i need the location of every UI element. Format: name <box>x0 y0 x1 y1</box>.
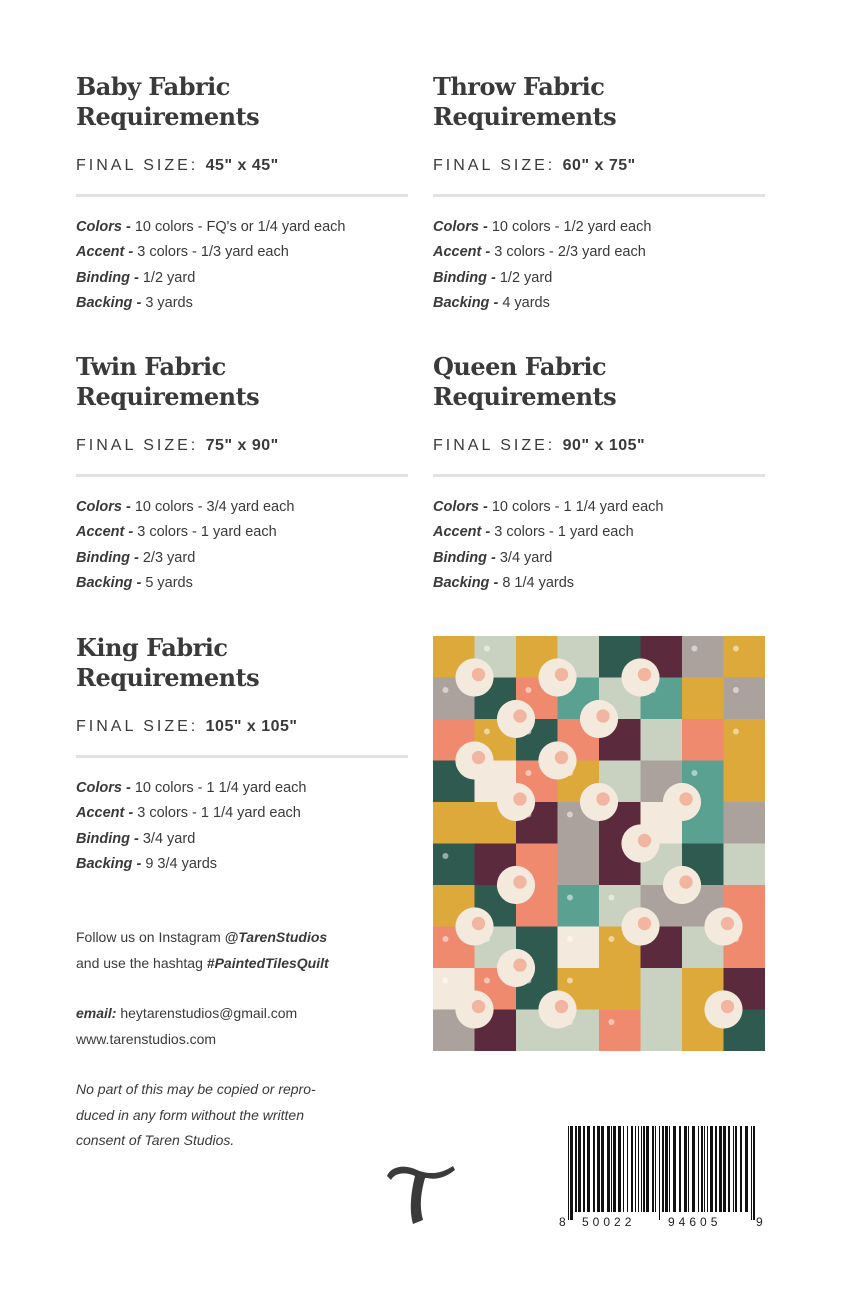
quilt-print-dot <box>442 936 448 942</box>
requirement-dash: - <box>132 855 146 872</box>
requirement-row <box>433 266 765 291</box>
requirement-key: Binding <box>433 549 487 566</box>
quilt-circle-motif <box>555 668 568 681</box>
section-title <box>433 72 765 132</box>
social-block <box>76 925 416 976</box>
quilt-circle-motif <box>513 792 526 805</box>
barcode-bar <box>587 1126 590 1212</box>
barcode-bar <box>751 1126 752 1220</box>
quilt-circle-motif <box>472 668 485 681</box>
requirement-key: Accent <box>433 244 482 261</box>
barcode-bar <box>733 1126 734 1212</box>
quilt-print-dot <box>691 645 697 651</box>
barcode-bar <box>728 1126 730 1212</box>
requirement-value: 2/3 yard <box>142 549 196 566</box>
section-queen <box>433 352 765 596</box>
requirement-key: Colors <box>76 780 122 796</box>
quilt-circle-motif <box>555 1000 568 1013</box>
requirement-key: Accent <box>76 244 125 261</box>
copyright-line: duced in any form without the written <box>76 1106 305 1123</box>
barcode-bar <box>715 1126 717 1212</box>
requirements-list <box>76 215 408 316</box>
barcode-bar <box>593 1126 595 1212</box>
divider <box>76 194 408 197</box>
section-throw <box>433 72 765 316</box>
requirement-dash: - <box>124 805 138 822</box>
taren-studios-logo <box>383 1162 459 1228</box>
final-size <box>76 436 408 456</box>
final-size-label: FINAL SIZE: <box>76 157 199 174</box>
requirements-list <box>433 495 765 596</box>
requirement-row <box>76 215 408 240</box>
barcode-bar <box>701 1126 703 1212</box>
final-size-value: 105" x 105" <box>205 718 298 735</box>
quilt-circle-motif <box>638 668 651 681</box>
requirements-list <box>433 215 765 316</box>
section-title-line2: Requirements <box>433 102 617 131</box>
requirement-dash: - <box>124 244 138 261</box>
requirement-key: Binding <box>76 830 130 847</box>
barcode-bar <box>684 1126 687 1212</box>
section-baby <box>76 72 408 316</box>
barcode-bar <box>613 1126 616 1212</box>
section-title-line2: Requirements <box>433 382 617 411</box>
quilt-print-dot <box>567 936 573 942</box>
requirement-key: Binding <box>433 269 487 286</box>
quilt-tile <box>641 719 683 761</box>
barcode-bar <box>575 1126 577 1212</box>
requirement-value: 1/2 yard <box>142 269 196 286</box>
requirement-row <box>433 495 765 520</box>
website-link[interactable]: www.tarenstudios.com <box>76 1030 217 1047</box>
quilt-circle-motif <box>638 834 651 847</box>
quilt-print-dot <box>567 811 573 817</box>
requirement-row <box>433 291 765 316</box>
barcode-bar <box>583 1126 585 1212</box>
barcode-bar <box>568 1126 569 1220</box>
quilt-tile <box>641 968 683 1010</box>
section-title <box>76 633 408 693</box>
quilt-circle-motif <box>513 875 526 888</box>
barcode-bar <box>635 1126 636 1212</box>
requirement-dash: - <box>132 294 146 311</box>
section-title-line1: Throw Fabric <box>433 72 605 101</box>
quilt-tile <box>724 719 766 761</box>
barcode-bar <box>688 1126 689 1212</box>
requirement-value: 3 colors - 1 yard each <box>137 524 277 541</box>
quilt-tile <box>682 678 724 720</box>
quilt-print-dot <box>442 853 448 859</box>
barcode-bar <box>627 1126 628 1212</box>
requirement-key: Binding <box>76 549 130 566</box>
requirement-value: 10 colors - 1 1/4 yard each <box>491 499 664 515</box>
requirement-key: Accent <box>76 524 125 541</box>
final-size-label: FINAL SIZE: <box>433 157 556 174</box>
barcode-bar <box>710 1126 713 1212</box>
copyright-line: No part of this may be copied or repro- <box>76 1081 316 1097</box>
barcode-bar <box>679 1126 681 1212</box>
barcode-bar <box>665 1126 668 1212</box>
final-size-value: 60" x 75" <box>562 157 636 174</box>
barcode-bar <box>618 1126 621 1212</box>
requirement-dash: - <box>489 294 503 311</box>
requirement-row <box>76 495 408 520</box>
section-title-line1: Baby Fabric <box>76 72 230 101</box>
requirement-value: 10 colors - 3/4 yard each <box>134 499 295 515</box>
requirement-key: Backing <box>76 855 133 872</box>
requirements-list <box>76 495 408 596</box>
quilt-tile <box>724 844 766 886</box>
contact-block <box>76 1001 416 1052</box>
requirement-value: 4 yards <box>502 294 550 311</box>
final-size-label: FINAL SIZE: <box>76 718 199 735</box>
final-size-label: FINAL SIZE: <box>433 437 556 454</box>
barcode-bar <box>638 1126 639 1212</box>
quilt-tile <box>599 968 641 1010</box>
final-size-value: 75" x 90" <box>205 437 279 454</box>
quilt-tile <box>724 802 766 844</box>
email-line <box>76 1001 416 1027</box>
quilt-print-dot <box>567 977 573 983</box>
requirement-key: Colors <box>76 499 122 515</box>
requirement-dash: - <box>481 524 495 541</box>
final-size-label: FINAL SIZE: <box>76 437 199 454</box>
requirement-row <box>76 291 408 316</box>
requirement-key: Backing <box>433 574 490 591</box>
barcode-bar <box>707 1126 708 1212</box>
email-label: email: <box>76 1005 117 1021</box>
requirement-row <box>76 852 408 877</box>
barcode-bar <box>607 1126 610 1212</box>
quilt-print-dot <box>442 977 448 983</box>
section-twin <box>76 352 408 596</box>
section-title-line2: Requirements <box>76 663 260 692</box>
quilt-circle-motif <box>513 709 526 722</box>
barcode-bar <box>669 1126 670 1212</box>
barcode-bar <box>631 1126 633 1212</box>
barcode-bars <box>568 1126 755 1220</box>
barcode-group-1: 50022 <box>582 1215 636 1229</box>
hashtag-prefix: and use the hashtag <box>76 954 207 971</box>
requirement-key: Colors <box>76 219 122 235</box>
barcode-bar <box>723 1126 726 1212</box>
requirement-dash: - <box>129 549 143 566</box>
quilt-circle-motif <box>721 1000 734 1013</box>
requirements-list <box>76 776 408 877</box>
requirement-value: 3 colors - 1 yard each <box>494 524 634 541</box>
quilt-tile <box>433 802 475 844</box>
requirement-key: Backing <box>76 574 133 591</box>
section-title-line2: Requirements <box>76 382 260 411</box>
quilt-circle-motif <box>596 792 609 805</box>
requirement-value: 3 colors - 2/3 yard each <box>494 244 646 261</box>
quilt-print-dot <box>733 728 739 734</box>
instagram-prefix: Follow us on Instagram <box>76 929 225 945</box>
barcode <box>556 1126 766 1230</box>
section-title <box>433 352 765 412</box>
quilt-print-dot <box>608 1019 614 1025</box>
requirement-value: 9 3/4 yards <box>145 855 218 872</box>
quilt-print-dot <box>733 645 739 651</box>
instagram-handle[interactable]: @TarenStudios <box>224 929 328 945</box>
requirement-row <box>76 776 408 801</box>
requirement-row <box>76 240 408 265</box>
barcode-bar <box>673 1126 676 1212</box>
barcode-bar <box>652 1126 654 1212</box>
quilt-print-dot <box>733 687 739 693</box>
quilt-circle-motif <box>472 751 485 764</box>
requirement-row <box>76 827 408 852</box>
barcode-bar <box>719 1126 722 1212</box>
barcode-bar <box>692 1126 695 1212</box>
quilt-tile <box>641 1010 683 1052</box>
quilt-tile <box>433 844 475 886</box>
barcode-bar <box>646 1126 649 1212</box>
barcode-group-2: 94605 <box>668 1215 722 1229</box>
requirement-key: Accent <box>76 805 125 822</box>
quilt-tile <box>558 927 600 969</box>
quilt-print-dot <box>484 977 490 983</box>
quilt-tile <box>724 636 766 678</box>
final-size <box>76 717 408 737</box>
barcode-bar <box>745 1126 748 1212</box>
section-title-line1: Twin Fabric <box>76 352 226 381</box>
quilt-circle-motif <box>472 917 485 930</box>
requirement-dash: - <box>121 499 135 515</box>
quilt-circle-motif <box>721 917 734 930</box>
requirement-key: Colors <box>433 219 479 235</box>
requirement-dash: - <box>121 219 135 235</box>
section-title <box>76 352 408 412</box>
quilt-print-dot <box>608 936 614 942</box>
barcode-bar <box>753 1126 755 1220</box>
barcode-bar <box>641 1126 642 1212</box>
barcode-bar <box>601 1126 604 1212</box>
requirement-dash: - <box>489 574 503 591</box>
barcode-bar <box>611 1126 612 1212</box>
quilt-print-dot <box>567 894 573 900</box>
requirement-row <box>76 571 408 596</box>
requirement-dash: - <box>124 524 138 541</box>
requirement-dash: - <box>129 269 143 286</box>
section-king <box>76 633 408 877</box>
quilt-print-dot <box>691 770 697 776</box>
requirement-value: 1/2 yard <box>499 269 553 286</box>
quilt-circle-motif <box>596 709 609 722</box>
barcode-bar <box>623 1126 624 1212</box>
requirement-value: 3 colors - 1/3 yard each <box>137 244 289 261</box>
quilt-circle-motif <box>679 875 692 888</box>
copyright-line: consent of Taren Studios. <box>76 1132 235 1148</box>
barcode-digit-last: 9 <box>756 1215 763 1229</box>
requirement-row <box>433 520 765 545</box>
quilt-print-dot <box>484 728 490 734</box>
requirement-key: Colors <box>433 499 479 515</box>
requirement-key: Backing <box>76 294 133 311</box>
quilt-print-dot <box>484 645 490 651</box>
quilt-print-dot <box>608 894 614 900</box>
quilt-tile <box>724 678 766 720</box>
quilt-circle-motif <box>555 751 568 764</box>
requirement-value: 3 colors - 1 1/4 yard each <box>137 805 301 822</box>
requirement-dash: - <box>478 219 492 235</box>
requirement-value: 3/4 yard <box>142 830 196 847</box>
requirement-row <box>433 546 765 571</box>
quilt-tile <box>558 885 600 927</box>
section-title-line1: Queen Fabric <box>433 352 607 381</box>
requirement-dash: - <box>486 269 500 286</box>
quilt-circle-motif <box>679 792 692 805</box>
requirement-dash: - <box>486 549 500 566</box>
quilt-tile <box>682 719 724 761</box>
barcode-digit-first: 8 <box>559 1215 566 1229</box>
quilt-tile <box>724 761 766 803</box>
final-size <box>433 156 765 176</box>
barcode-bar <box>597 1126 600 1212</box>
divider <box>76 755 408 758</box>
barcode-bar <box>704 1126 705 1212</box>
quilt-tile <box>599 1010 641 1052</box>
instagram-line <box>76 925 416 951</box>
requirement-row <box>433 571 765 596</box>
barcode-bar <box>740 1126 742 1212</box>
requirement-key: Backing <box>433 294 490 311</box>
divider <box>76 474 408 477</box>
email-link[interactable]: heytarenstudios@gmail.com <box>120 1005 298 1021</box>
requirement-dash: - <box>481 244 495 261</box>
quilt-print-dot <box>525 687 531 693</box>
quilt-circle-motif <box>638 917 651 930</box>
quilt-circle-motif <box>513 958 526 971</box>
barcode-bar <box>735 1126 737 1212</box>
barcode-bar <box>570 1126 573 1220</box>
section-title <box>76 72 408 132</box>
requirement-value: 3/4 yard <box>499 549 553 566</box>
divider <box>433 474 765 477</box>
hashtag[interactable]: #PaintedTilesQuilt <box>206 954 329 971</box>
requirement-row <box>433 215 765 240</box>
requirement-dash: - <box>478 499 492 515</box>
requirement-dash: - <box>121 780 135 796</box>
requirement-row <box>76 266 408 291</box>
requirement-value: 8 1/4 yards <box>502 574 575 591</box>
final-size <box>433 436 765 456</box>
requirement-dash: - <box>129 830 143 847</box>
section-title-line1: King Fabric <box>76 633 228 662</box>
final-size-value: 45" x 45" <box>205 157 279 174</box>
quilt-circle-motif <box>472 1000 485 1013</box>
requirement-value: 5 yards <box>145 574 193 591</box>
requirement-value: 3 yards <box>145 294 193 311</box>
barcode-bar <box>698 1126 699 1212</box>
barcode-bar <box>662 1126 664 1212</box>
requirement-key: Binding <box>76 269 130 286</box>
barcode-bar <box>643 1126 645 1212</box>
quilt-print-dot <box>442 687 448 693</box>
requirement-value: 10 colors - 1 1/4 yard each <box>134 780 307 796</box>
requirement-value: 10 colors - FQ's or 1/4 yard each <box>134 219 346 235</box>
requirement-row <box>76 801 408 826</box>
barcode-bar <box>659 1126 660 1220</box>
requirement-row <box>76 520 408 545</box>
requirement-value: 10 colors - 1/2 yard each <box>491 219 652 235</box>
copyright-notice <box>76 1077 416 1154</box>
quilt-tile <box>682 636 724 678</box>
section-title-line2: Requirements <box>76 102 260 131</box>
quilt-tile <box>558 844 600 886</box>
final-size <box>76 156 408 176</box>
final-size-value: 90" x 105" <box>562 437 646 454</box>
requirement-dash: - <box>132 574 146 591</box>
requirement-key: Accent <box>433 524 482 541</box>
hashtag-line <box>76 951 416 977</box>
barcode-bar <box>578 1126 581 1212</box>
requirement-row <box>76 546 408 571</box>
quilt-print-dot <box>525 770 531 776</box>
requirement-row <box>433 240 765 265</box>
divider <box>433 194 765 197</box>
quilt-image <box>433 636 765 1051</box>
barcode-bar <box>655 1126 656 1212</box>
